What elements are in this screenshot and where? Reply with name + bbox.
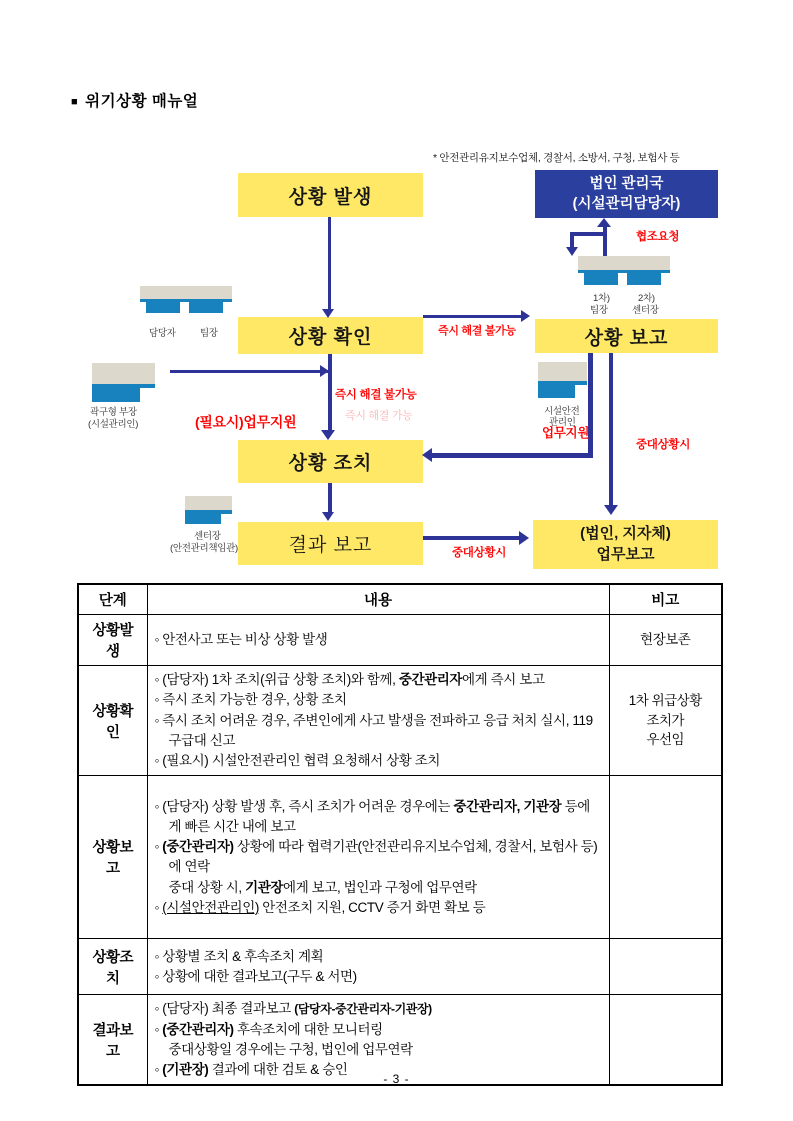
label-solvable-faint: 즉시 해결 가능 <box>345 410 413 422</box>
table-header-row <box>78 584 722 615</box>
content-line <box>155 630 602 650</box>
page-title <box>71 89 198 111</box>
bullet-icon: ◦ <box>154 672 163 687</box>
bullet-icon: ◦ <box>154 712 163 728</box>
bullet-icon: ◦ <box>154 948 163 964</box>
arrowhead-down-icon <box>322 512 334 521</box>
arrowhead-up-icon <box>597 218 611 227</box>
biz-box-line2: 업무보고 <box>596 545 655 563</box>
person-photo-bg <box>185 496 232 510</box>
person-icon-bujang <box>92 363 155 402</box>
text-segment: 에게 즉시 보고 <box>462 672 545 687</box>
corp-box-line2: (시설관리담당자) <box>572 196 681 212</box>
arrowhead-right-icon <box>521 310 530 322</box>
content-line <box>155 878 602 898</box>
person-icon-center-head <box>185 496 232 524</box>
person-photo-bg <box>538 362 587 381</box>
person-figure <box>584 273 618 285</box>
person-figure <box>189 302 223 313</box>
corp-box-line1: 법인 관리국 <box>589 175 664 192</box>
text-segment: 상황에 따라 협력기관(안전관리유지보수업체, 경찰서, 보험사 등)에 연락 <box>168 839 598 875</box>
label-cooperation-request: 협조요청 <box>636 231 680 243</box>
bullet-icon: ◦ <box>154 1001 163 1017</box>
content-cell <box>147 939 609 995</box>
box-situation-report: 상황 보고 <box>535 319 718 353</box>
arrow-report-to-corporate <box>603 226 607 257</box>
person-photo-strip <box>140 384 155 388</box>
text-segment: 기관장 <box>245 879 284 895</box>
text-segment: 상황별 조치 & 후속조치 계획 <box>162 948 324 964</box>
arrowhead-left-icon <box>422 448 432 462</box>
label-second-no: 2차) <box>638 293 655 304</box>
header-stage: 단계 <box>78 584 147 615</box>
table-row <box>78 776 722 939</box>
label-facility-line1: 시설안전 <box>544 406 580 417</box>
person-icon-staff-pair <box>140 286 232 314</box>
stage-cell: 상황확인 <box>78 666 147 776</box>
label-center-line1: 센터장 <box>194 531 221 542</box>
content-line <box>155 837 602 878</box>
person-photo-strip <box>221 510 232 514</box>
note-cell <box>609 939 722 995</box>
manual-table <box>77 583 723 1086</box>
arrow-report-to-action-h <box>432 453 593 458</box>
label-support-if-needed: (필요시)업무지원 <box>195 414 297 430</box>
box-business-report <box>533 520 718 569</box>
stage-cell: 상황발생 <box>78 615 147 666</box>
bullet-icon: ◦ <box>154 968 163 984</box>
table-row <box>78 615 722 666</box>
person-figure <box>627 273 661 285</box>
label-critical-situation-right: 중대상황시 <box>636 439 691 451</box>
note-cell <box>609 666 722 776</box>
label-unsolvable-vertical: 즉시 해결 불가능 <box>335 389 417 401</box>
arrowhead-down-icon <box>321 430 335 440</box>
text-segment: (필요시) 시설안전관리인 협력 요청해서 상황 조치 <box>162 753 441 768</box>
note-cell <box>609 615 722 666</box>
arrow-action-to-result <box>328 483 332 514</box>
bullet-icon: ◦ <box>154 798 163 814</box>
text-segment: (중간관리자) <box>162 1021 234 1037</box>
stage-cell: 결과보고 <box>78 995 147 1086</box>
content-line <box>155 898 602 918</box>
label-second-role: 센터장 <box>632 305 659 316</box>
bullet-icon: ◦ <box>154 692 163 708</box>
box-result-report: 결과 보고 <box>238 522 423 565</box>
text-segment: 후속조치에 대한 모니터링 <box>233 1021 383 1037</box>
text-segment: (시설안전관리인) <box>162 899 259 915</box>
label-bujang-line2: (시설관리인) <box>88 419 139 430</box>
bullet-icon: ◦ <box>154 1062 163 1077</box>
text-segment: 에게 보고, 법인과 구청에 업무연락 <box>283 879 477 895</box>
arrowhead-right-icon <box>320 365 329 377</box>
person-photo-bg <box>140 286 232 299</box>
header-note: 비고 <box>609 584 722 615</box>
box-situation-action: 상황 조치 <box>238 440 423 483</box>
text-segment: (중간관리자) <box>162 839 234 854</box>
text-segment: 중간관리자, 기관장 <box>453 798 562 814</box>
text-segment: 즉시 조치 어려운 경우, 주변인에게 사고 발생을 전파하고 응급 처치 실시, 119 구급대 신고 <box>162 712 593 748</box>
label-damdangja: 담당자 <box>149 328 176 339</box>
arrow-occurrence-to-check <box>328 217 331 311</box>
text-segment: (담당자) 최종 결과보고 <box>162 1001 295 1017</box>
text-segment: 상황에 대한 결과보고(구두 & 서면) <box>162 968 357 984</box>
arrowhead-down-icon <box>604 505 618 515</box>
bullet-icon: ◦ <box>154 753 163 768</box>
page-title-text: 위기상황 매뉴얼 <box>85 93 199 110</box>
arrowhead-down-icon <box>322 309 334 318</box>
header-content: 내용 <box>147 584 609 615</box>
person-figure <box>92 384 140 402</box>
content-line <box>155 1020 602 1040</box>
text-segment: 안전조치 지원, CCTV 증거 화면 확보 등 <box>258 899 486 915</box>
bullet-icon: ◦ <box>154 631 163 647</box>
arrow-report-to-action-v <box>588 353 593 458</box>
label-critical-situation-bottom: 중대상황시 <box>452 547 507 559</box>
label-center-line2: (안전관리책임관) <box>170 543 238 554</box>
note-line: 1차 위급상황 <box>628 693 702 709</box>
content-line <box>155 967 602 987</box>
person-photo-strip <box>575 381 587 385</box>
note-line: 현장보존 <box>640 632 691 648</box>
note-line: 우선임 <box>646 732 685 748</box>
content-line <box>155 751 602 771</box>
bullet-icon: ◦ <box>154 899 163 915</box>
manual-table-body <box>78 615 722 1086</box>
stage-cell: 상황조치 <box>78 939 147 995</box>
content-line <box>155 947 602 967</box>
footnote: * 안전관리유지보수업체, 경찰서, 소방서, 구청, 보험사 등 <box>433 152 680 164</box>
text-segment: 결과에 대한 검토 & 승인 <box>208 1062 348 1077</box>
person-photo-bg <box>92 363 155 384</box>
bullet-icon: ◦ <box>154 839 163 854</box>
note-line: 조치가 <box>646 712 685 728</box>
label-unsolvable-horizontal: 즉시 해결 불가능 <box>438 325 516 337</box>
person-icon-report-pair <box>578 256 670 286</box>
text-segment: 안전사고 또는 비상 상황 발생 <box>162 631 328 647</box>
arrow-check-to-report <box>423 315 523 318</box>
square-bullet-icon: ■ <box>71 96 79 108</box>
stage-cell: 상황보고 <box>78 776 147 939</box>
text-segment: (담당자) 1차 조치(위급 상황 조치)와 함께, <box>162 672 399 687</box>
content-line <box>155 670 602 690</box>
person-figure <box>185 510 221 524</box>
content-line <box>155 690 602 710</box>
box-situation-occurrence: 상황 발생 <box>238 173 423 217</box>
label-timjang: 팀장 <box>200 328 218 339</box>
table-row <box>78 939 722 995</box>
text-segment: 등에게 빠른 시간 내에 보고 <box>168 798 590 834</box>
box-corporate-management <box>535 170 718 218</box>
note-cell <box>609 776 722 939</box>
text-segment: 중대 상황 시, <box>168 879 246 895</box>
person-figure <box>538 381 575 398</box>
bullet-icon: ◦ <box>154 1021 163 1037</box>
label-bujang-line1: 곽구형 부장 <box>90 407 137 418</box>
text-segment: 즉시 조치 가능한 경우, 상황 조치 <box>162 692 347 708</box>
content-line <box>155 999 602 1019</box>
text-segment: (담당자) 상황 발생 후, 즉시 조치가 어려운 경우에는 <box>162 798 454 814</box>
text-segment: (담당자-중간관리자-기관장) <box>294 1002 432 1017</box>
text-segment: 중대상황일 경우에는 구청, 법인에 업무연락 <box>168 1041 413 1057</box>
arrow-support-to-flow <box>170 370 328 373</box>
person-photo-bg <box>578 256 670 270</box>
content-cell <box>147 666 609 776</box>
box-situation-check: 상황 확인 <box>238 317 423 354</box>
arrowhead-down-icon <box>566 247 578 256</box>
arrow-result-to-business <box>423 536 521 540</box>
biz-box-line1: (법인, 지자체) <box>580 525 671 543</box>
person-figure <box>146 302 180 313</box>
content-cell <box>147 615 609 666</box>
content-line <box>155 711 602 752</box>
page-number: - 3 - <box>383 1072 410 1086</box>
label-work-support: 업무지원 <box>542 426 590 440</box>
content-cell <box>147 776 609 939</box>
text-segment: 중간관리자 <box>398 672 463 687</box>
content-line <box>155 1040 602 1060</box>
label-first-role: 팀장 <box>590 305 608 316</box>
label-facility-line2: 관리인 <box>549 417 576 428</box>
table-row <box>78 666 722 776</box>
arrow-report-to-business <box>609 353 613 507</box>
text-segment: (기관장) <box>162 1062 209 1077</box>
arrowhead-right-icon <box>519 531 529 545</box>
content-line <box>155 797 602 838</box>
arrow-corporate-bent-h <box>570 232 603 236</box>
person-icon-facility-manager <box>538 362 587 398</box>
label-first-no: 1차) <box>593 293 610 304</box>
